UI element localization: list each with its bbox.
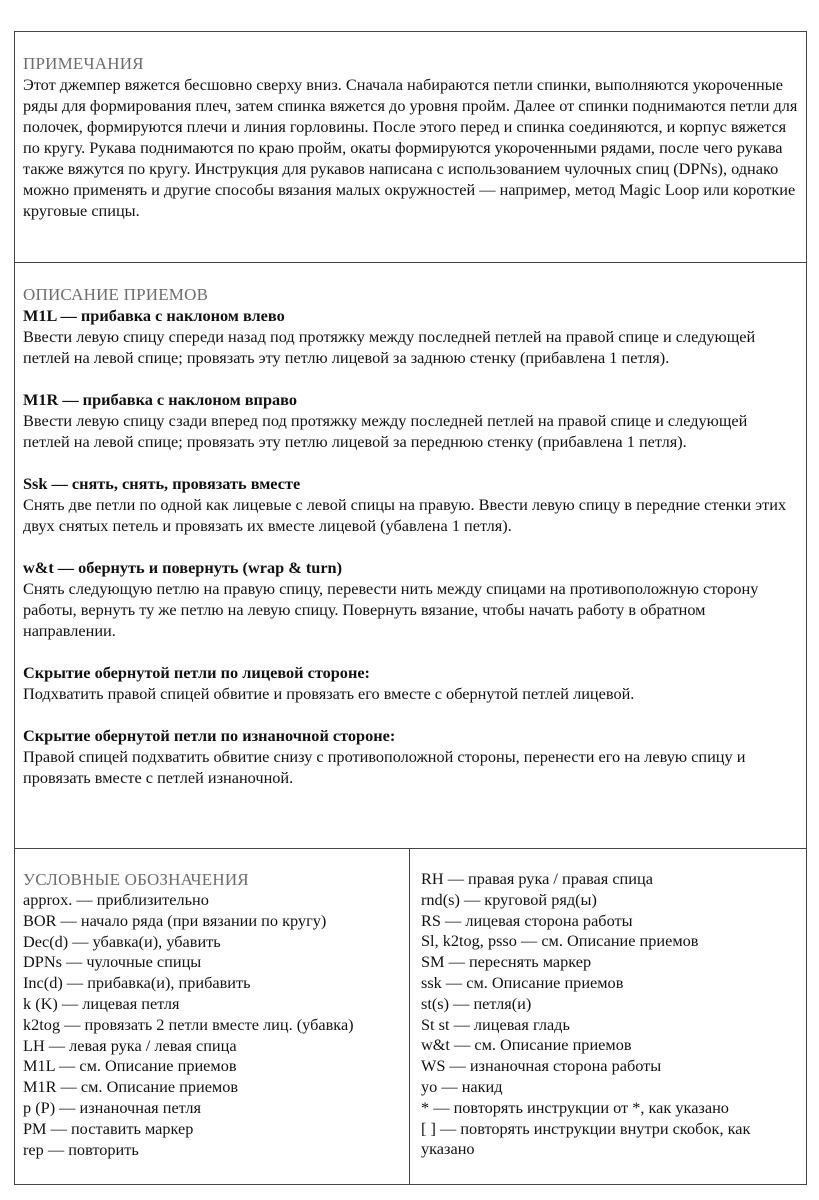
abbreviation-item: LH — левая рука / левая спица (23, 1035, 237, 1055)
abbreviation-item: RS — лицевая сторона работы (421, 910, 633, 930)
abbreviation-item: PM — поставить маркер (23, 1118, 194, 1138)
techniques-section (14, 262, 807, 849)
technique-description: Снять следующую петлю на правую спицу, перевести нить между спицами на противоположную сторону работы, вернуть ту же петлю на левую спицу. Повернуть вязание, чтобы начать работу в обратном направлении. (23, 579, 759, 640)
technique-description: Ввести левую спицу спереди назад под протяжку между последней петлей на правой спице и следующей петлей на левой спице; провязать эту петлю лицевой за заднюю стенку (прибавлена 1 петля). (23, 327, 756, 367)
abbreviation-item: ssk — см. Описание приемов (421, 972, 624, 992)
abbreviations-section (14, 848, 807, 1185)
technique-item-ssk (23, 473, 798, 536)
technique-term: Ssk — снять, снять, провязать вместе (23, 474, 301, 493)
abbreviation-item: k (K) — лицевая петля (23, 993, 180, 1013)
technique-description: Ввести левую спицу сзади вперед под протяжку между последней петлей на правой спице и следующей петлей на левой спице; провязать эту петлю лицевой за переднюю стенку (прибавлена 1 петля). (23, 411, 748, 451)
abbreviation-item: [ ] — повторять инструкции внутри скобок, как указано (421, 1118, 751, 1159)
technique-term: M1L — прибавка с наклоном влево (23, 306, 285, 325)
abbreviation-item: Dec(d) — убавка(и), убавить (23, 931, 221, 951)
abbreviation-item: Sl, k2tog, psso — см. Описание приемов (421, 931, 699, 951)
abbreviation-item: BOR — начало ряда (при вязании по кругу) (23, 910, 327, 930)
abbreviation-item: * — повторять инструкции от *, как указано (421, 1097, 729, 1117)
technique-term: M1R — прибавка с наклоном вправо (23, 390, 297, 409)
technique-item-m1l (23, 305, 798, 368)
abbreviations-right-list (421, 869, 798, 1160)
technique-term: w&t — обернуть и повернуть (wrap & turn) (23, 558, 343, 577)
abbreviation-item: rnd(s) — круговой ряд(ы) (421, 889, 597, 909)
technique-description: Подхватить правой спицей обвитие и провязать его вместе с обернутой петлей лицевой. (23, 684, 635, 703)
notes-section (14, 31, 807, 263)
abbreviation-item: M1L — см. Описание приемов (23, 1056, 237, 1076)
abbreviations-right-column (409, 849, 806, 1184)
abbreviation-item: yo — накид (421, 1076, 503, 1096)
technique-term: Скрытие обернутой петли по лицевой стороне: (23, 663, 370, 682)
abbreviation-item: rep — повторить (23, 1139, 139, 1159)
technique-item-m1r (23, 389, 798, 452)
abbreviation-item: p (P) — изнаночная петля (23, 1097, 201, 1117)
abbreviation-item: st(s) — петля(и) (421, 993, 532, 1013)
abbreviations-heading: УСЛОВНЫЕ ОБОЗНАЧЕНИЯ (23, 870, 249, 889)
abbreviation-item: approx. — приблизительно (23, 890, 209, 909)
abbreviation-item: SM — переснять маркер (421, 952, 592, 972)
abbreviation-item: WS — изнаночная сторона работы (421, 1056, 662, 1076)
abbreviation-item: RH — правая рука / правая спица (421, 869, 653, 888)
abbreviation-item: St st — лицевая гладь (421, 1014, 570, 1034)
abbreviations-left-column (15, 849, 409, 1184)
abbreviation-item: M1R — см. Описание приемов (23, 1077, 239, 1097)
abbreviations-left-list (23, 890, 401, 1160)
abbreviation-item: k2tog — провязать 2 петли вместе лиц. (убавка) (23, 1014, 354, 1034)
technique-item-hide-wrap-rs (23, 662, 798, 704)
notes-heading: ПРИМЕЧАНИЯ (23, 54, 144, 73)
abbreviation-item: DPNs — чулочные спицы (23, 952, 202, 972)
technique-term: Скрытие обернутой петли по изнаночной стороне: (23, 726, 396, 745)
notes-text: Этот джемпер вяжется бесшовно сверху вниз. Сначала набираются петли спинки, выполняются укороченные ряды для формирования плеч, затем спинка вяжется до уровня пройм. Далее от спинки поднимаются петли для полочек, формируются плечи и линия горловины. После этого перед и спинка соединяются, и корпус вяжется по кругу. Рукава поднимаются по краю пройм, окаты формируются укороченными рядами, после чего рукава также вяжутся по кругу. Инструкция для рукавов написана с использованием чулочных спиц (DPNs), однако можно применять и другие способы вязания малых окружностей — например, метод Magic Loop или короткие круговые спицы. (23, 75, 798, 220)
abbreviation-item: w&t — см. Описание приемов (421, 1035, 632, 1055)
technique-item-wrap-turn (23, 557, 798, 641)
techniques-heading: ОПИСАНИЕ ПРИЕМОВ (23, 285, 209, 304)
technique-description: Снять две петли по одной как лицевые с левой спицы на правую. Ввести левую спицу в передние стенки этих двух снятых петель и провязать их вместе лицевой (убавлена 1 петля). (23, 495, 787, 535)
technique-item-hide-wrap-ws (23, 725, 798, 788)
technique-description: Правой спицей подхватить обвитие снизу с противоположной стороны, перенести его на левую спицу и провязать вместе с петлей изнаночной. (23, 747, 746, 787)
abbreviation-item: Inc(d) — прибавка(и), прибавить (23, 973, 251, 993)
